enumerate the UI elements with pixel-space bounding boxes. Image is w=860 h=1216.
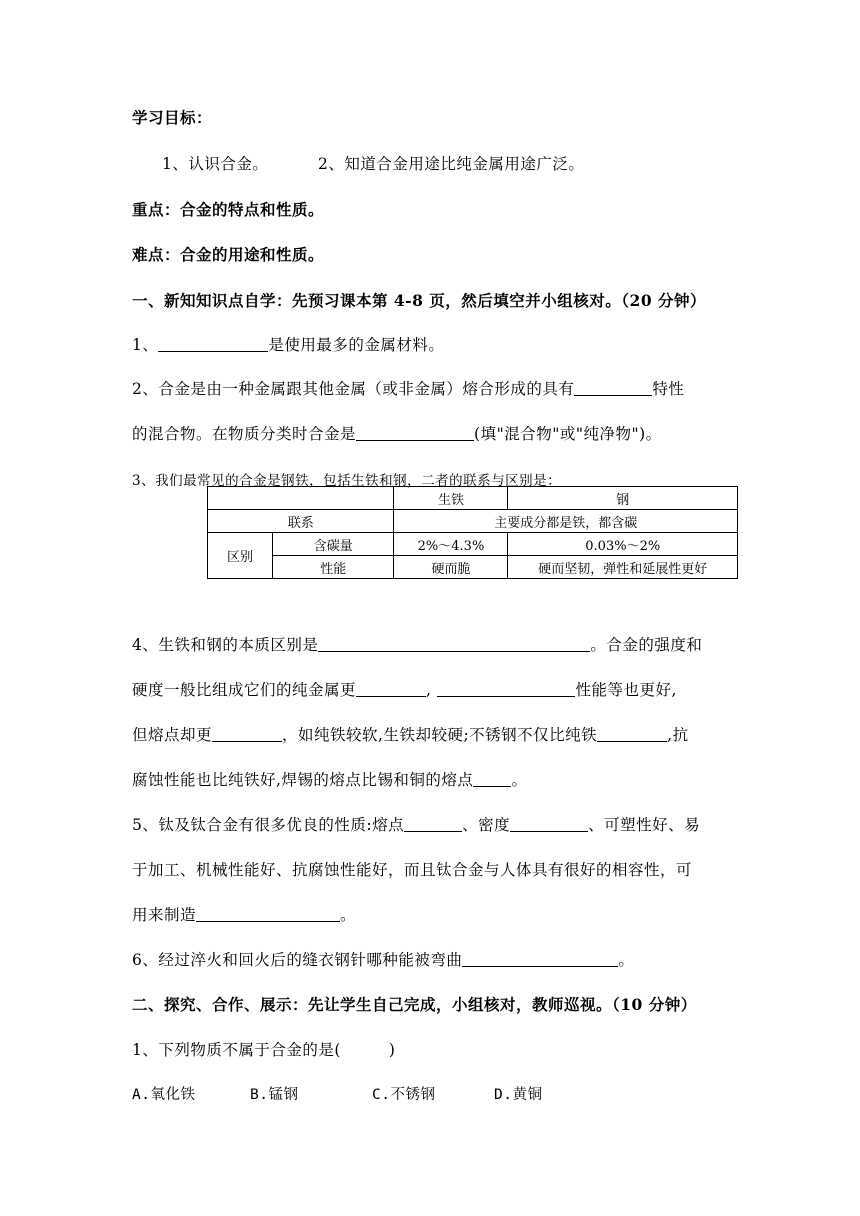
difficulty: 难点：合金的用途和性质。 [132,245,325,264]
blank[interactable] [212,726,282,742]
question-5-line3: 用来制造 。 [132,906,357,924]
question-4-line1: 4、生铁和钢的本质区别是 。合金的强度和 [132,636,703,654]
question-2-line1: 2、合金是由一种金属跟其他金属（或非金属）熔合形成的具有 特性 [132,380,685,398]
question-5-line2: 于加工、机械性能好、抗腐蚀性能好，而且钛合金与人体具有很好的相容性，可 [132,861,693,879]
row-difference: 区别 [208,533,273,579]
carbon-label: 含碳量 [273,533,394,556]
row-relation: 联系 [208,510,394,533]
section1-title: 一、新知知识点自学：先预习课本第 4-8 页，然后填空并小组核对。（20 分钟） [132,291,707,310]
key-point: 重点：合金的特点和性质。 [132,200,325,219]
carbon-steel: 0.03%～2% [508,533,738,556]
blank[interactable] [510,816,588,832]
question-2-line2: 的混合物。在物质分类时合金是 (填"混合物"或"纯净物")。 [132,425,662,443]
blank[interactable] [356,681,426,697]
question-4-line3: 但熔点却更 ，如纯铁较软,生铁却较硬;不锈钢不仅比纯铁 ,抗 [132,726,689,744]
header-steel: 钢 [508,487,738,510]
comparison-table [207,486,738,579]
option-b[interactable]: B.锰钢 [250,1087,299,1103]
carbon-pig-iron: 2%～4.3% [394,533,508,556]
blank[interactable] [404,816,462,832]
question-4-line2: 硬度一般比组成它们的纯金属更 , 性能等也更好, [132,681,677,699]
question-4-line4: 腐蚀性能也比纯铁好,焊锡的熔点比锡和铜的熔点 。 [132,771,528,789]
blank[interactable] [462,951,618,967]
property-pig-iron: 硬而脆 [394,556,508,579]
question-5-line1: 5、钛及钛合金有很多优良的性质:熔点 、密度 、可塑性好、易 [132,816,701,834]
blank[interactable] [356,425,474,441]
blank[interactable] [597,726,667,742]
question-3-intro: 3、我们最常见的合金是钢铁，包括生铁和钢，二者的联系与区别是： [132,473,562,489]
property-label: 性能 [273,556,394,579]
relation-value: 主要成分都是铁，都含碳 [394,510,738,533]
option-a[interactable]: A.氧化铁 [132,1087,196,1103]
objectives-heading: 学习目标： [132,108,213,127]
section2-title: 二、探究、合作、展示：先让学生自己完成，小组核对，教师巡视。（10 分钟） [132,995,697,1014]
objective-1: 1、认识合金。 [162,155,269,173]
question-6: 6、经过淬火和回火后的缝衣钢针哪种能被弯曲 。 [132,951,635,969]
blank[interactable] [437,681,575,697]
question-1: 1、 是使用最多的金属材料。 [132,336,445,354]
blank[interactable] [574,380,652,396]
option-d[interactable]: D.黄铜 [494,1087,543,1103]
section2-question-1: 1、下列物质不属于合金的是( ) [132,1041,396,1059]
blank[interactable] [318,636,590,652]
property-steel: 硬而坚韧，弹性和延展性更好 [508,556,738,579]
blank[interactable] [473,771,511,787]
blank[interactable] [158,336,268,352]
blank[interactable] [196,906,340,922]
option-c[interactable]: C.不锈钢 [372,1087,436,1103]
objective-2: 2、知道合金用途比纯金属用途广泛。 [318,155,585,173]
header-pig-iron: 生铁 [394,487,508,510]
